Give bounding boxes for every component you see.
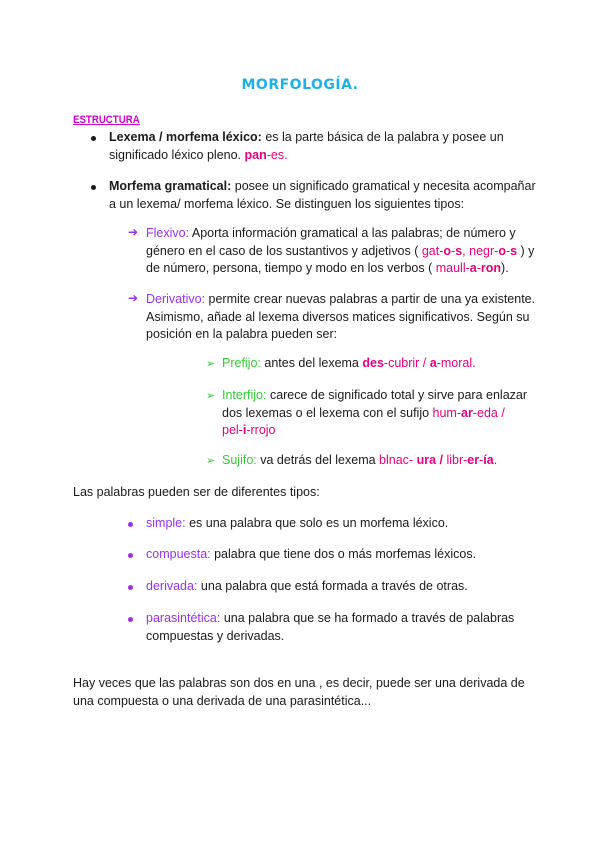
example-morpheme: des bbox=[362, 356, 384, 370]
flexivo-label: Flexivo: bbox=[146, 226, 190, 240]
triangle-right-icon: ➢ bbox=[206, 455, 216, 467]
example-hyphen: - bbox=[479, 453, 484, 467]
example-morpheme: s bbox=[455, 243, 463, 258]
example-hyphen: - bbox=[476, 261, 481, 275]
bullet-dot bbox=[91, 136, 96, 141]
lexema-item bbox=[109, 129, 504, 164]
tipo-label: compuesta: bbox=[146, 547, 211, 561]
tipo-text-2: compuestas y derivadas. bbox=[146, 628, 285, 643]
morfema-item bbox=[109, 178, 536, 213]
derivativo-line-2: Asimismo, añade al lexema diversos matices significativos. Según su bbox=[146, 309, 530, 324]
prefijo-item bbox=[222, 355, 476, 373]
arrow-right-icon: ➔ bbox=[128, 291, 139, 305]
example-gat: gat- bbox=[421, 243, 444, 258]
lexema-text-2: significado léxico pleno. bbox=[109, 147, 245, 162]
example-morpheme: ron bbox=[480, 261, 502, 275]
derivativo-line-3: posición en la palabra pueden ser: bbox=[146, 327, 338, 341]
closing-line-2: una compuesta o una derivada de una parasintética... bbox=[73, 693, 372, 708]
example-blnac: blnac- bbox=[379, 453, 417, 467]
interfijo-line-1: carece de significado total y sirve para enlazar bbox=[266, 388, 528, 402]
tipo-item-parasintetica bbox=[146, 610, 514, 645]
tipo-label: derivada: bbox=[146, 579, 198, 593]
prefijo-label: Prefijo: bbox=[222, 356, 261, 370]
derivativo-line-1: permite crear nuevas palabras a partir de una ya existente. bbox=[205, 292, 536, 306]
tipo-item-compuesta bbox=[146, 546, 476, 564]
example-morpheme: ía bbox=[483, 453, 494, 467]
example-separator: / bbox=[436, 453, 447, 467]
flexivo-line-2-end: ) y bbox=[517, 243, 535, 258]
example-rest: -moral. bbox=[436, 356, 476, 370]
lexema-example-root: pan bbox=[244, 147, 267, 162]
example-pel: pel- bbox=[222, 423, 243, 437]
example-hyphen: - bbox=[505, 243, 511, 258]
example-morpheme: o bbox=[443, 243, 452, 258]
bullet-dot bbox=[128, 522, 133, 527]
triangle-right-icon: ➢ bbox=[206, 358, 216, 370]
bullet-dot bbox=[91, 185, 96, 190]
prefijo-text: antes del lexema bbox=[260, 356, 363, 370]
interfijo-item bbox=[222, 387, 527, 440]
tipo-item-simple bbox=[146, 515, 448, 533]
flexivo-line-2: género en el caso de los sustantivos y adjetivos ( bbox=[146, 243, 422, 258]
closing-line-1: Hay veces que las palabras son dos en una , es decir, puede ser una derivada de bbox=[73, 676, 525, 690]
example-negr: negr- bbox=[469, 243, 499, 258]
flexivo-line-3: de número, persona, tiempo y modo en los verbos ( bbox=[146, 261, 436, 275]
bullet-dot bbox=[128, 585, 133, 590]
example-morpheme: a bbox=[469, 261, 477, 275]
tipo-text: una palabra que se ha formado a través de palabras bbox=[220, 611, 515, 625]
derivativo-item bbox=[146, 291, 535, 344]
example-hum: hum- bbox=[432, 405, 462, 420]
arrow-right-icon: ➔ bbox=[128, 225, 139, 239]
lexema-example-rest: -es. bbox=[266, 147, 288, 162]
example-rest: -cubrir / bbox=[383, 356, 430, 370]
tipo-label: parasintética: bbox=[146, 611, 221, 625]
sufijo-label: Sujifo: bbox=[222, 453, 257, 467]
morfema-term: Morfema gramatical: bbox=[109, 179, 232, 193]
example-rest: -eda / bbox=[472, 405, 505, 420]
section-label: ESTRUCTURA bbox=[73, 114, 140, 126]
tipo-text: es una palabra que solo es un morfema léxico. bbox=[185, 516, 449, 530]
tipo-label: simple: bbox=[146, 516, 186, 530]
bullet-dot bbox=[128, 553, 133, 558]
flexivo-line-3-end: ). bbox=[501, 261, 509, 275]
example-maull: maull- bbox=[435, 261, 470, 275]
example-morpheme: a bbox=[429, 356, 437, 370]
triangle-right-icon: ➢ bbox=[206, 390, 216, 402]
morfema-text-2: a un lexema/ morfema léxico. Se distinguen los siguientes tipos: bbox=[109, 196, 465, 211]
example-separator: , bbox=[462, 243, 470, 258]
flexivo-line-1: Aporta información gramatical a las palabras; de número y bbox=[189, 226, 516, 240]
sufijo-item bbox=[222, 452, 497, 470]
flexivo-item bbox=[146, 225, 534, 278]
example-morpheme: i bbox=[242, 423, 247, 437]
tipo-text: una palabra que está formada a través de otras. bbox=[197, 579, 468, 593]
tipo-text: palabra que tiene dos o más morfemas léxicos. bbox=[210, 547, 477, 561]
tipo-item-derivada bbox=[146, 578, 468, 596]
example-period: . bbox=[493, 453, 498, 467]
closing-paragraph bbox=[73, 675, 525, 710]
derivativo-label: Derivativo: bbox=[146, 292, 206, 306]
lexema-term: Lexema / morfema léxico: bbox=[109, 130, 262, 144]
example-hyphen: - bbox=[451, 243, 456, 258]
example-morpheme: ar bbox=[461, 405, 473, 420]
example-morpheme: ura bbox=[416, 453, 437, 467]
interfijo-label: Interfijo: bbox=[222, 388, 267, 402]
example-rest: -rrojo bbox=[246, 423, 276, 437]
example-morpheme: s bbox=[510, 243, 518, 258]
example-morpheme: o bbox=[498, 243, 506, 258]
page-title: MORFOLOGÍA. bbox=[241, 77, 359, 93]
sufijo-text: va detrás del lexema bbox=[256, 453, 380, 467]
interfijo-line-2: dos lexemas o el lexema con el sufijo bbox=[222, 405, 433, 420]
morfema-text-1: posee un significado gramatical y necesita acompañar bbox=[231, 179, 536, 193]
example-libr: libr- bbox=[446, 453, 468, 467]
example-morpheme: er bbox=[467, 453, 480, 467]
lexema-text-1: es la parte básica de la palabra y posee un bbox=[261, 130, 504, 144]
tipos-intro: Las palabras pueden ser de diferentes tipos: bbox=[73, 485, 320, 499]
bullet-dot bbox=[128, 617, 133, 622]
